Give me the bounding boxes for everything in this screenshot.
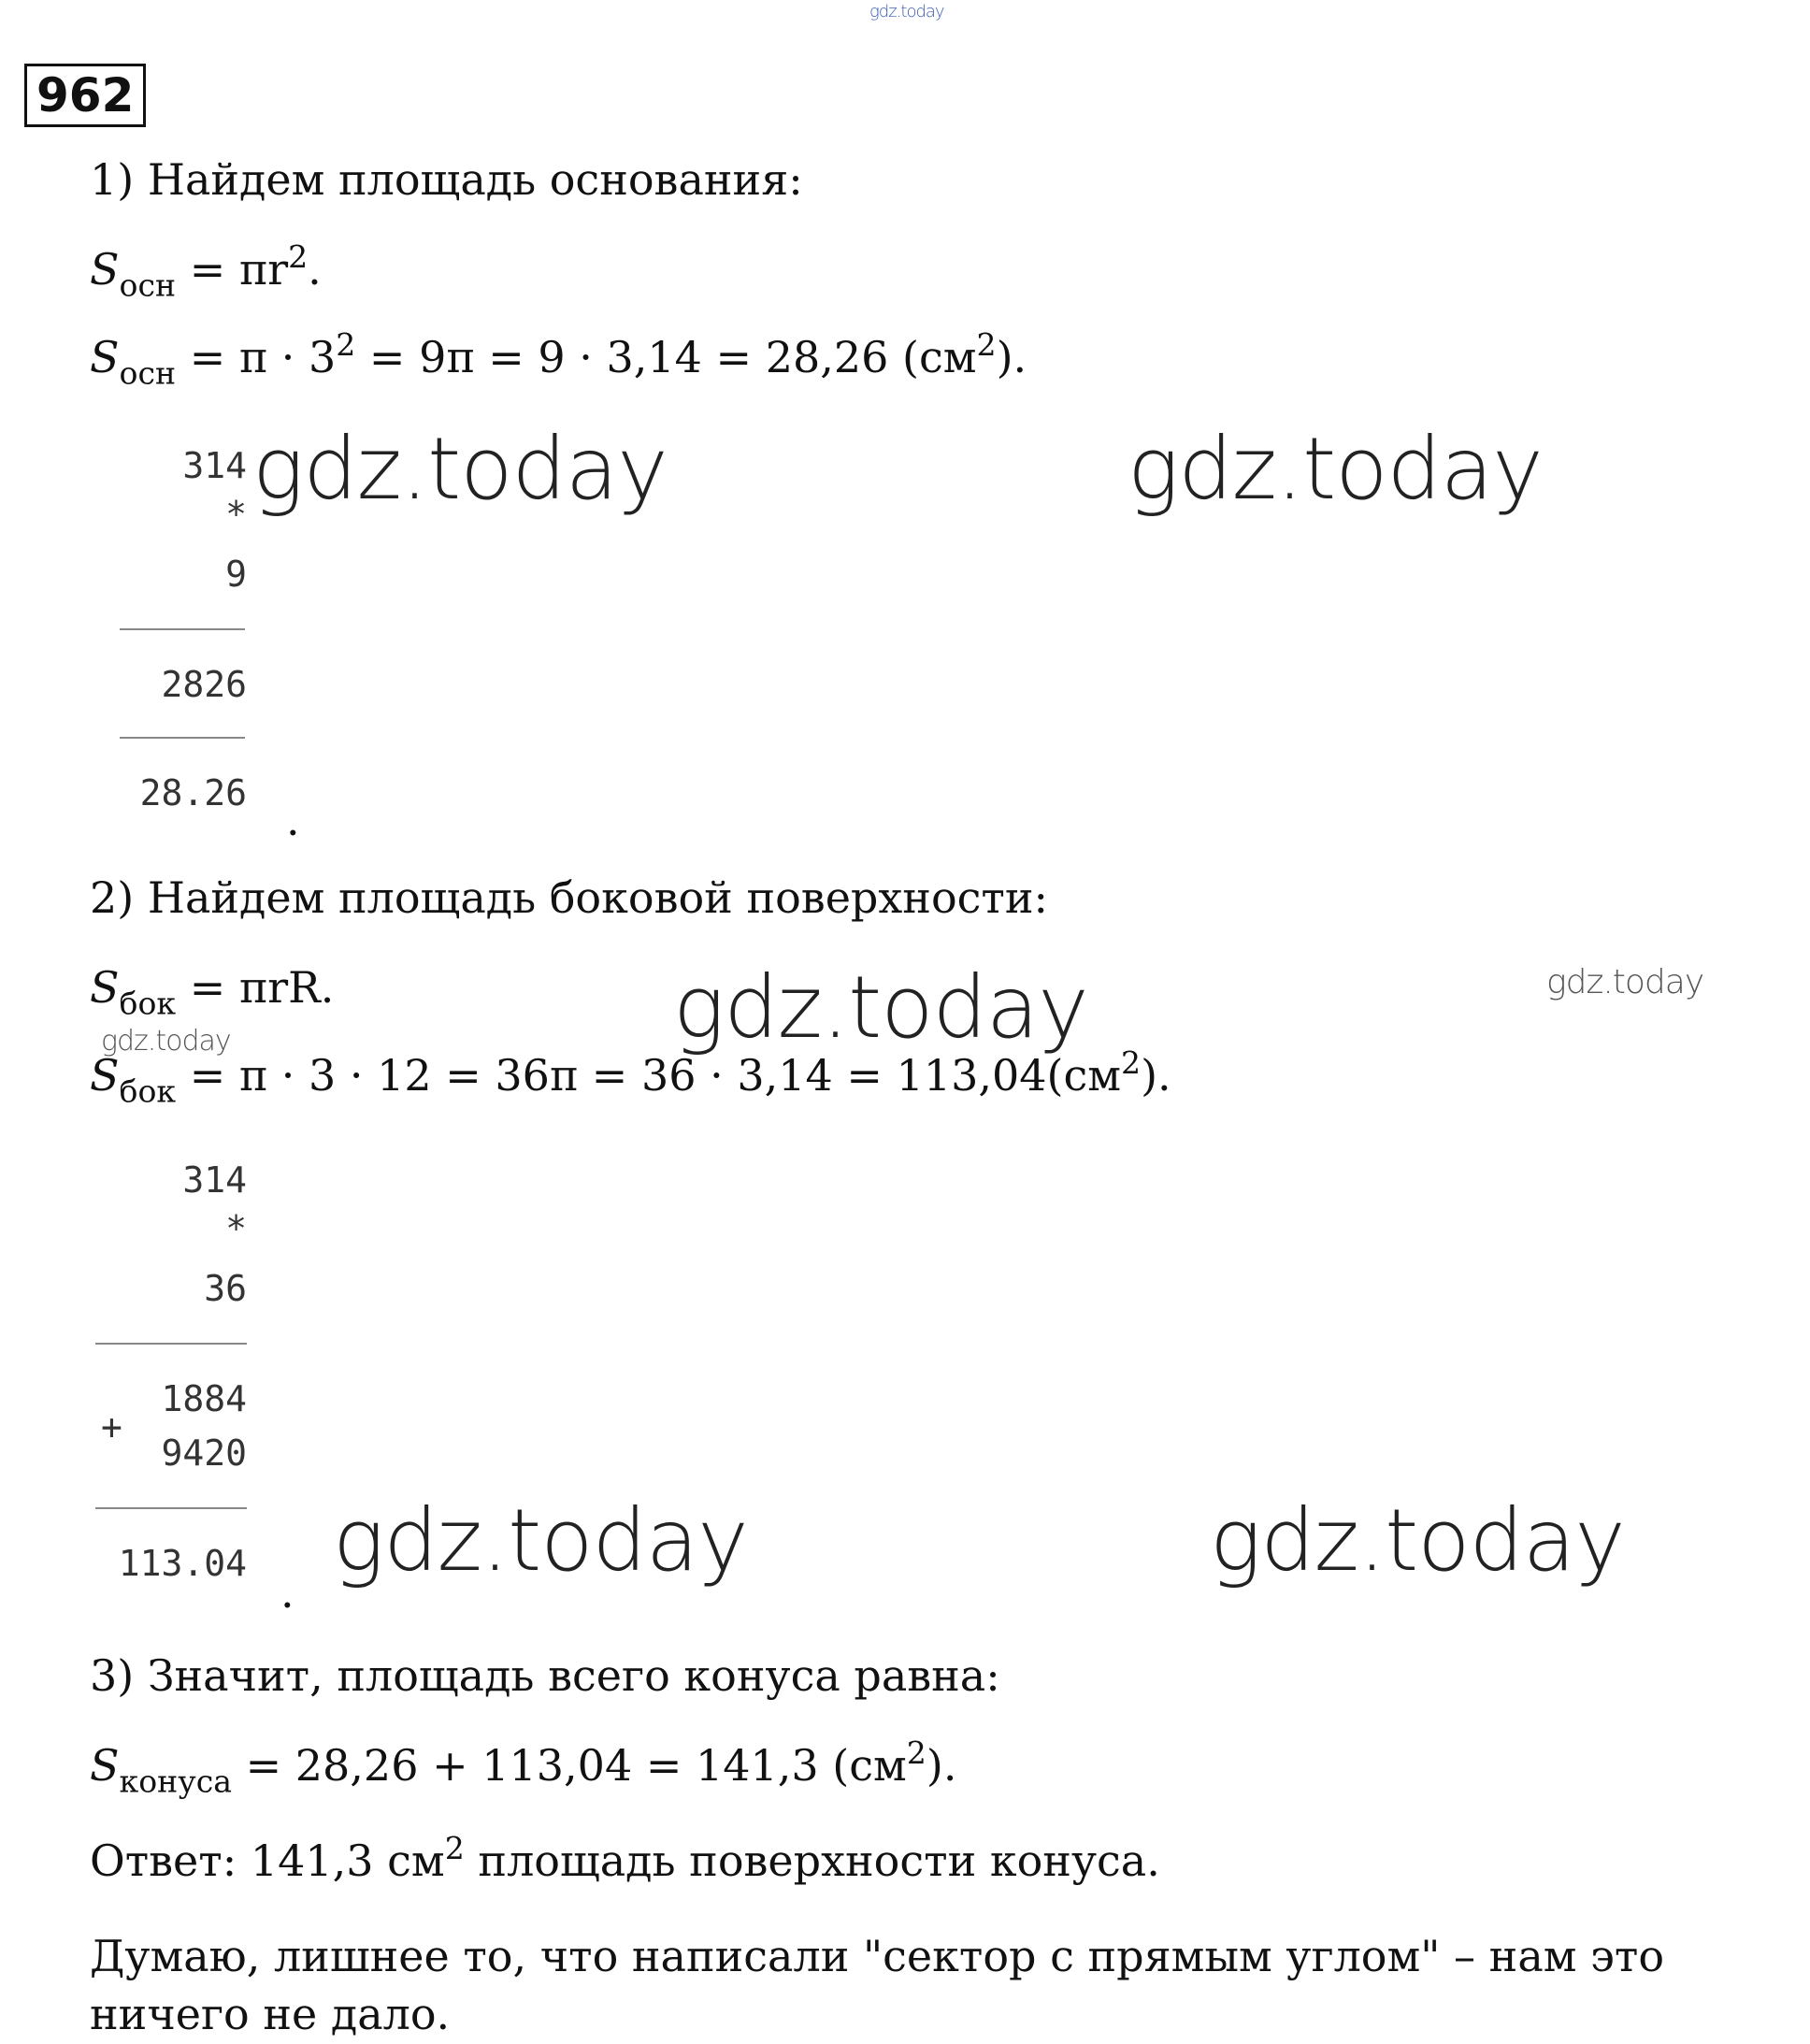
step1-formula: $S_{осн} = \pi r^2$. [90,238,322,304]
note-line-2: ничего не дало. [90,1989,451,2039]
mult1-b: 9 [225,554,247,595]
watermark: gdz.today [1546,963,1704,1001]
step1-calculation: $S_{осн} = \pi \cdot 3^2 = 9\pi = 9 \cdot 3,14 = 28,26$ $(см^2)$. [90,325,1027,392]
watermark: gdz.today [101,1025,231,1058]
watermark: gdz.today [1210,1490,1625,1591]
mult2-plus: + [101,1406,122,1447]
mult2-a: 314 [182,1159,247,1201]
watermark: gdz.today [333,1490,748,1591]
watermark: gdz.today [252,419,668,519]
step2-calculation: $S_{бок} = \pi \cdot 3 \cdot 12 = 36\pi = 36 \cdot 3,14 = 113,04(см^2)$. [90,1044,1171,1110]
mult2-partial-1: 1884 [161,1378,247,1419]
mult1-product: 2826 [161,664,247,705]
step1-heading: 1) Найдем площадь основания: [90,154,803,205]
mult1-a: 314 [182,445,247,486]
mult2-b: 36 [204,1268,247,1309]
mult2-partial-2: 9420 [161,1432,247,1474]
problem-number: 962 [24,64,146,127]
watermark: gdz.today [1128,419,1543,519]
watermark-top: gdz.today [869,2,944,22]
step2-formula: $S_{бок} = \pi rR$. [90,962,335,1022]
mult1-rule-1 [120,628,245,630]
mult1-result: 28.26 [139,772,247,813]
mult1-op: * [225,494,247,535]
period-mark: . [286,795,300,845]
step2-heading: 2) Найдем площадь боковой поверхности: [90,872,1049,923]
mult2-rule-1 [95,1343,247,1345]
note-line-1: Думаю, лишнее то, что написали "сектор с прямым углом" – нам это [90,1931,1665,1981]
step3-calculation: $S_{конуса} = 28,26 + 113,04 = 141,3$ $(см^2)$. [90,1734,957,1800]
step3-heading: 3) Значит, площадь всего конуса равна: [90,1650,1000,1701]
watermark: gdz.today [673,957,1088,1058]
period-mark: . [280,1567,294,1618]
mult1-rule-2 [120,737,245,739]
answer: Ответ: 141,3 $см^2$ площадь поверхности конуса. [90,1829,1160,1886]
mult2-rule-2 [95,1507,247,1509]
mult2-result: 113.04 [118,1543,247,1584]
mult2-op: * [225,1208,247,1249]
